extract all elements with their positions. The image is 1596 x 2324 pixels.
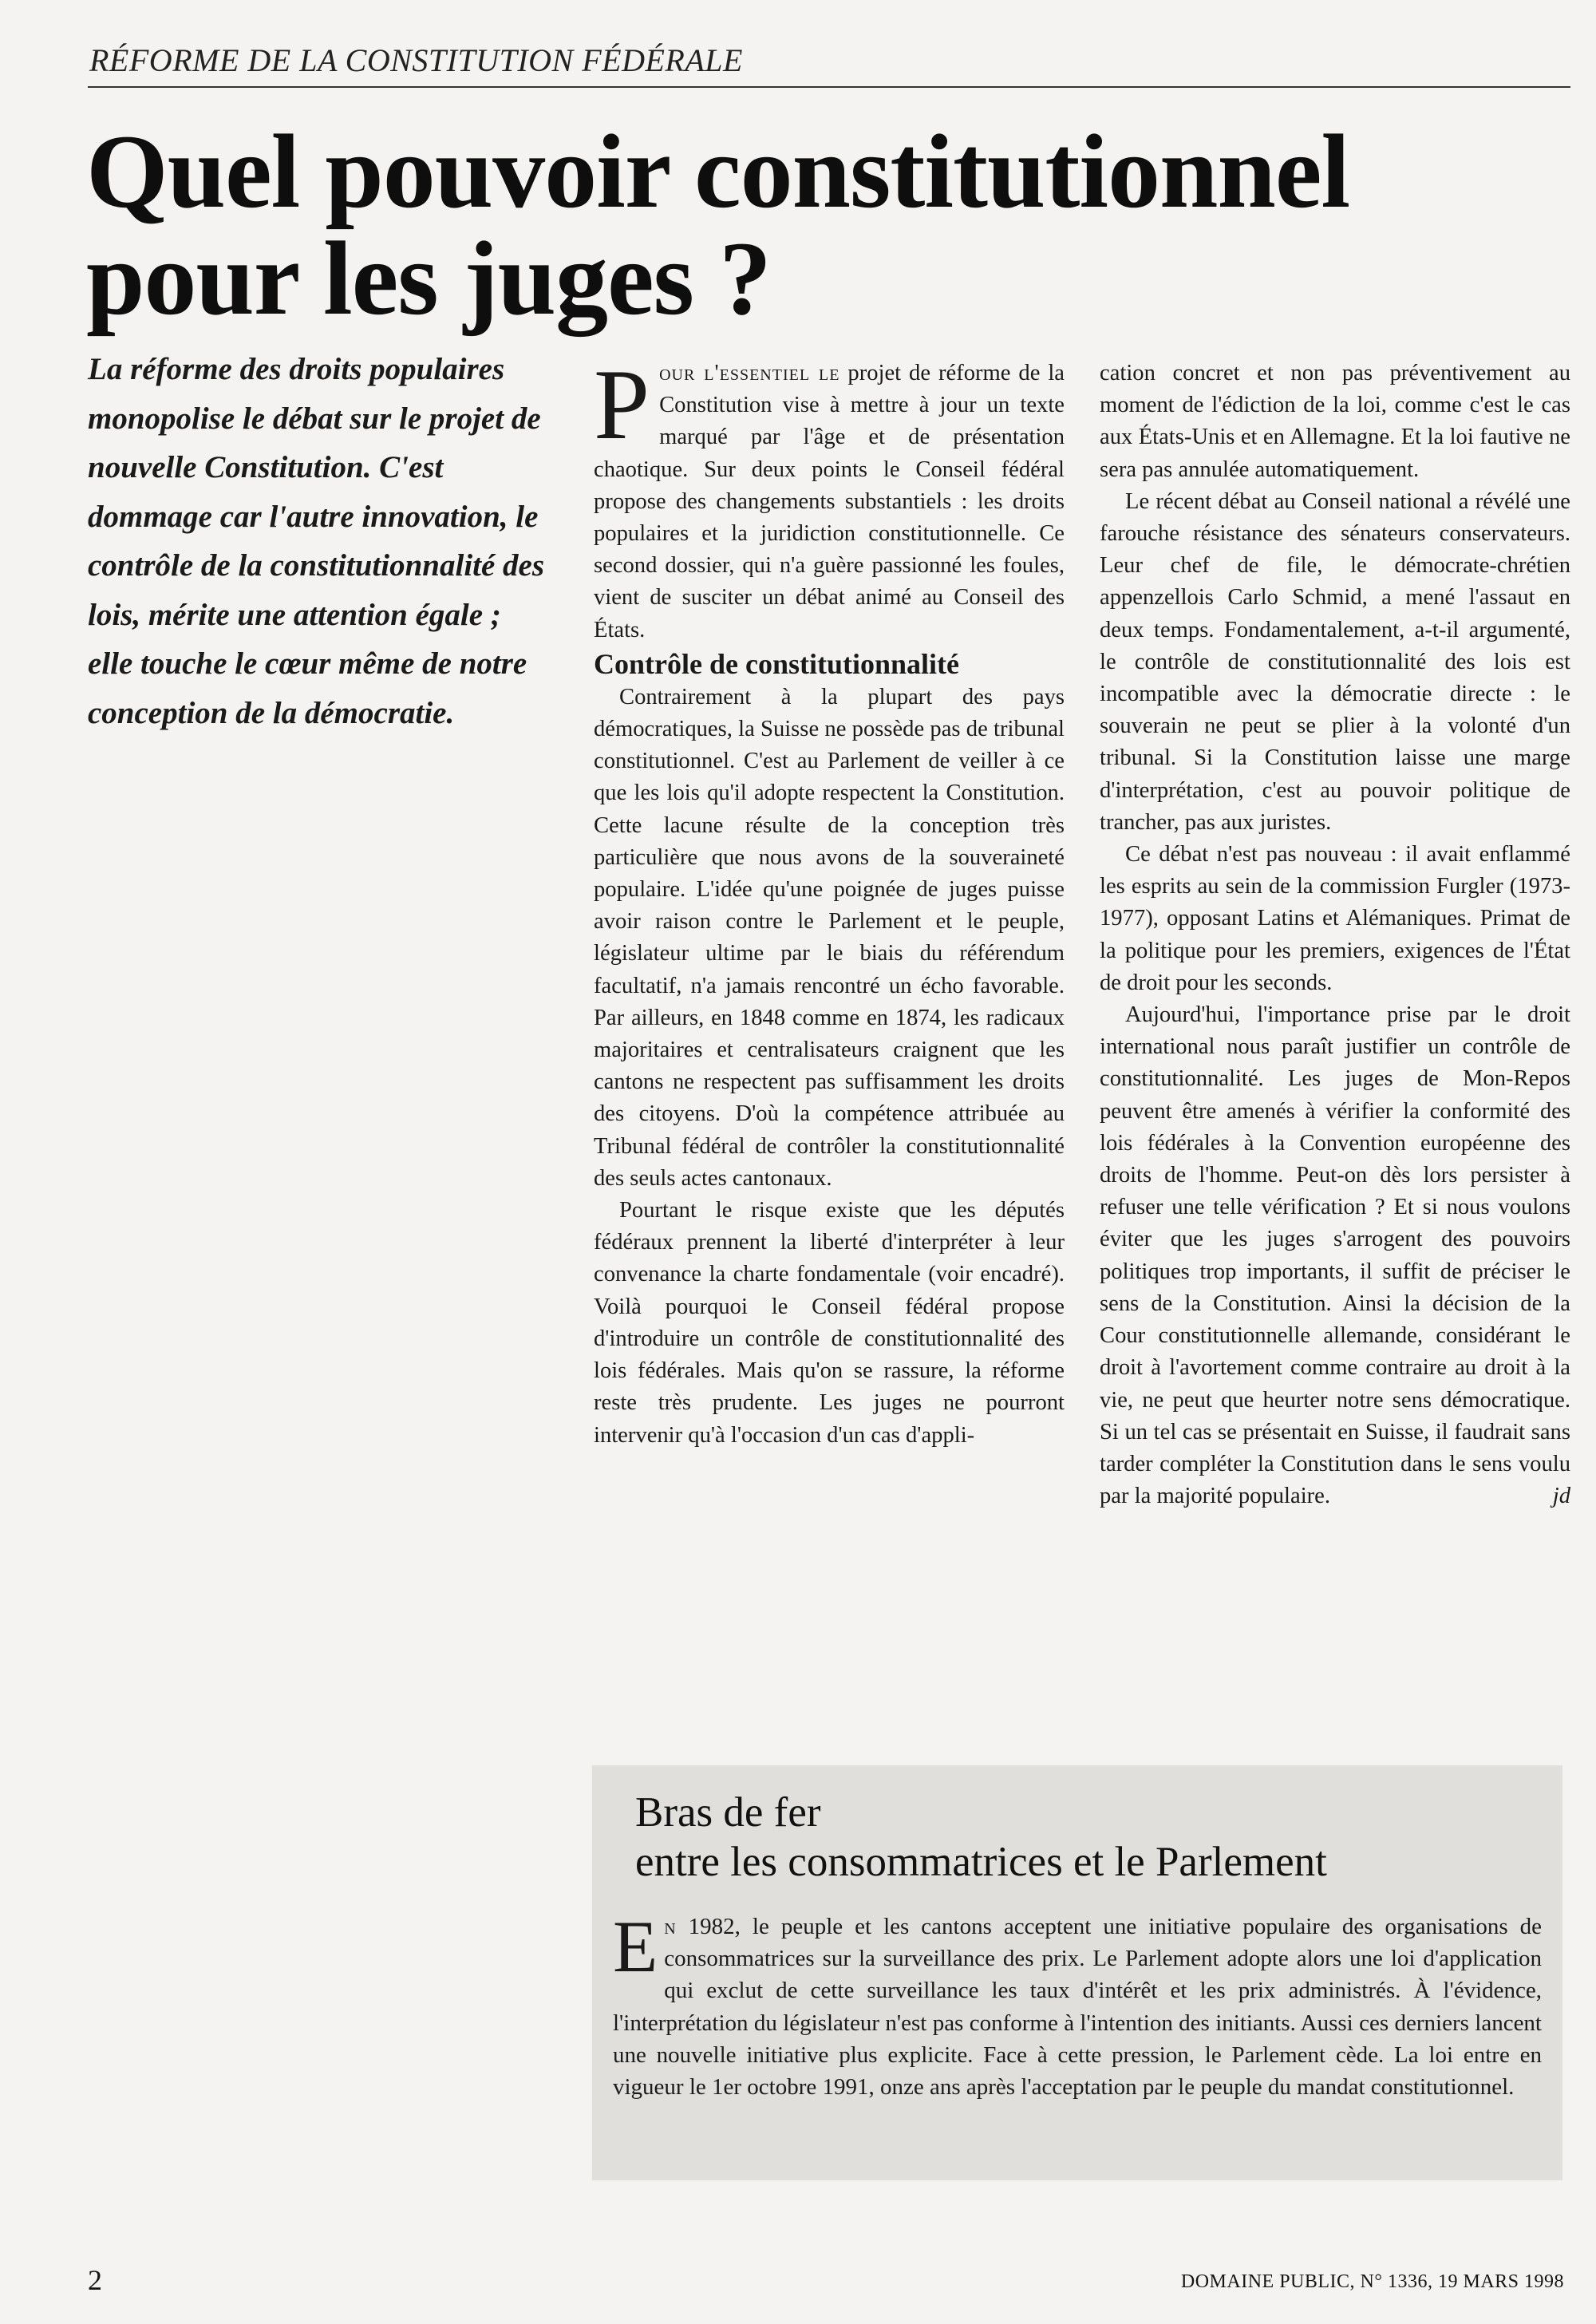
box-body <box>613 1906 1543 2103</box>
article-lead: La réforme des droits populaires monopolise le débat sur le projet de nouvelle Constitution. C'est dommage car l'autre innovation, le contrôle de la constitutionnalité des lois, mérite une attention égale ; elle touche le cœur même de notre conception de la démocratie. <box>88 352 545 730</box>
paragraph-intro <box>594 350 1065 646</box>
drop-cap: P <box>594 350 650 460</box>
box-text: 1982, le peuple et les cantons acceptent une initiative populaire des organisations de consommatrices sur la surveillance des prix. Le Parlement adopte alors une loi d'application qui exclut de cette surveillance les taux d'intérêt et les prix administrés. À l'évidence, l'interprétation du législateur n'est pas conforme à l'intention des initiants. Aussi ces derniers lancent une nouvelle initiative plus explicite. Face à cette pression, le Parlement cède. La loi entre en vigueur le 1er octobre 1991, onze ans après l'acceptation par le peuple du mandat constitutionnel. <box>613 1914 1543 2101</box>
publication-footer: DOMAINE PUBLIC, N° 1336, 19 MARS 1998 <box>1180 2271 1564 2292</box>
paragraph: Pourtant le risque existe que les députés fédéraux prennent la liberté d'interpréter à leur convenance la charte fondamentale (voir encadré). Voilà pourquoi le Conseil fédéral propose d'introduire un contrôle de constitutionnalité des lois fédérales. Mais qu'on se rassure, la réforme reste très prudente. Les juges ne pourront intervenir qu'à l'occasion d'un cas d'appli- <box>594 1198 1065 1448</box>
column-1 <box>594 350 1065 1452</box>
box-title-line-1: Bras de fer <box>635 1789 821 1836</box>
title-line-1: Quel pouvoir constitutionnel <box>86 113 1350 230</box>
box-drop-cap: E <box>613 1906 658 1987</box>
subheading: Contrôle de constitutionnalité <box>594 647 959 680</box>
small-caps-lead: our l'essentiel le <box>659 361 840 385</box>
paragraph-text: Aujourd'hui, l'importance prise par le droit international nous paraît justifier un contrôle de constitutionnalité. Les juges de Mon-Repos peuvent être amenés à vérifier la conformité des lois fédérales à la Convention européenne des droits de l'homme. Peut-on dès lors persister à refuser une telle vérification ? Et si nous voulons éviter que les juges s'arrogent des pouvoirs politiques trop importants, il suffit de préciser le sens de la Constitution. Ainsi la décision de la Cour constitutionnelle allemande, considérant le droit à l'avortement comme contraire au droit à la vie, ne peut que heurter notre sens démocratique. Si un tel cas se présentait en Suisse, il faudrait sans tarder compléter la Constitution dans le sens voulu par la majorité populaire. <box>1100 1002 1570 1509</box>
paragraph: cation concret et non pas préventivement au moment de l'édiction de la loi, comme c'est le cas aux États-Unis et en Allemagne. Et la loi fautive ne sera pas annulée automatiquement. <box>1100 361 1570 482</box>
column-2 <box>1100 358 1570 1512</box>
box-small-caps: n <box>664 1914 677 1939</box>
article-title <box>86 113 1523 337</box>
box-title-line-2: entre les consommatrices et le Parlement <box>635 1839 1327 1885</box>
paragraph: Contrairement à la plupart des pays démocratiques, la Suisse ne possède pas de tribunal constitutionnel. C'est au Parlement de veiller à ce que les lois qu'il adopte respectent la Constitution. Cette lacune résulte de la conception très particulière que nous avons de la souveraineté populaire. L'idée qu'une poignée de juges puisse avoir raison contre le Parlement et le peuple, législateur ultime par le biais du référendum facultatif, n'a jamais rencontré un écho favorable. Par ailleurs, en 1848 comme en 1874, les radicaux majoritaires et centralisateurs craignent que les cantons ne respectent pas suffisamment les droits des citoyens. D'où la compétence attribuée au Tribunal fédéral de contrôler la constitutionnalité des seuls actes cantonaux. <box>594 684 1065 1191</box>
page-number: 2 <box>88 2264 102 2296</box>
author-signature: jd <box>1552 1484 1570 1509</box>
sidebar-box <box>592 1765 1562 2180</box>
paragraph: Ce débat n'est pas nouveau : il avait enflammé les esprits au sein de la commission Furgler (1973-1977), opposant Latins et Alémaniques. Primat de la politique pour les premiers, exigences de l'État de droit pour les seconds. <box>1100 842 1570 995</box>
section-rubric: RÉFORME DE LA CONSTITUTION FÉDÉRALE <box>89 42 743 78</box>
header-rule <box>88 86 1570 88</box>
box-title <box>635 1788 1542 1887</box>
title-line-2: pour les juges ? <box>86 219 771 337</box>
paragraph: Le récent débat au Conseil national a révélé une farouche résistance des sénateurs conservateurs. Leur chef de file, le démocrate-chrétien appenzellois Carlo Schmid, a mené l'assaut en deux temps. Fondamentalement, a-t-il argumenté, le contrôle de constitutionnalité des lois est incompatible avec la démocratie directe : le souverain ne peut se plier à la volonté d'un tribunal. Si la Constitution laisse une marge d'interprétation, c'est au pouvoir politique de trancher, pas aux juristes. <box>1100 488 1570 835</box>
paragraph-final <box>1100 999 1570 1512</box>
paragraph-text: projet de réforme de la Constitution vise à mettre à jour un texte marqué par l'âge et de présentation chaotique. Sur deux points le Conseil fédéral propose des changements substantiels : les droits populaires et la juridiction constitutionnelle. Ce second dossier, qui n'a guère passionné les foules, vient de susciter un débat animé au Conseil des États. <box>594 361 1065 642</box>
